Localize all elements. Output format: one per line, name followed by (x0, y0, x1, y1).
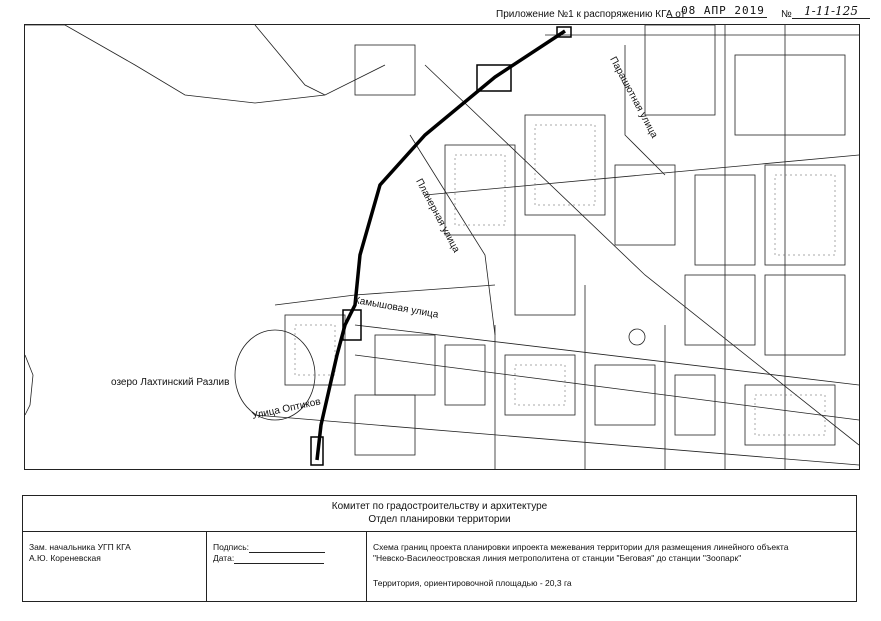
number-sign: № (781, 9, 792, 20)
roundabout (629, 329, 645, 345)
metro-route (317, 31, 565, 460)
organization-header (23, 496, 856, 532)
map-drawing (25, 25, 859, 469)
signature-line (249, 543, 325, 553)
block (765, 165, 845, 265)
description-line-1: Схема границ проекта планировки ипроекта межевания территории для размещения линейного объекта (373, 542, 789, 552)
block (735, 55, 845, 135)
department-name: Отдел планировки территории (368, 514, 511, 525)
block (515, 235, 575, 315)
date-label: Дата: (213, 553, 235, 563)
annex-label: Приложение №1 к распоряжению КГА от (496, 9, 686, 20)
lake-label: озеро Лахтинский Разлив (111, 377, 230, 388)
description-line-2: "Невско-Василеостровская линия метрополитена от станции "Беговая" до станции "Зоопарк" (373, 553, 742, 563)
title-block-row (23, 532, 856, 601)
organization-name: Комитет по градостроительству и архитектуре (331, 501, 548, 512)
block (765, 275, 845, 355)
signature-cell (207, 532, 367, 601)
block (645, 25, 715, 115)
shoreline-contour (25, 25, 385, 103)
order-number: 1-11-125 (792, 4, 870, 19)
block (355, 395, 415, 455)
map-scheme (24, 24, 860, 470)
shore-left (25, 355, 33, 415)
road-optikov (255, 415, 859, 465)
block (445, 345, 485, 405)
description-cell (367, 532, 856, 601)
block (355, 45, 415, 95)
signatory-cell (23, 532, 207, 601)
contour-north (255, 25, 325, 95)
block (505, 355, 575, 415)
signatory-position: Зам. начальника УГП КГА (29, 542, 131, 552)
street-label-kamyshovaya: Камышовая улица (353, 295, 440, 321)
title-block (22, 495, 857, 602)
street-label-parashyutnaya: Парашютная улица (607, 55, 660, 141)
document-header (0, 4, 881, 22)
road-cross-north (425, 155, 859, 195)
block (375, 335, 435, 395)
block (525, 115, 605, 215)
date-line (234, 554, 324, 564)
block (595, 365, 655, 425)
street-label-planernaya: Планерная улица (413, 177, 462, 255)
signatory-name: А.Ю. Кореневская (29, 553, 101, 563)
area-text: Территория, ориентировочной площадью - 20,3 га (373, 578, 572, 588)
block (675, 375, 715, 435)
signature-label: Подпись: (213, 542, 250, 552)
order-date: 08 АПР 2019 (667, 4, 767, 18)
street-label-optikov: Улица Оптиков (251, 396, 322, 422)
